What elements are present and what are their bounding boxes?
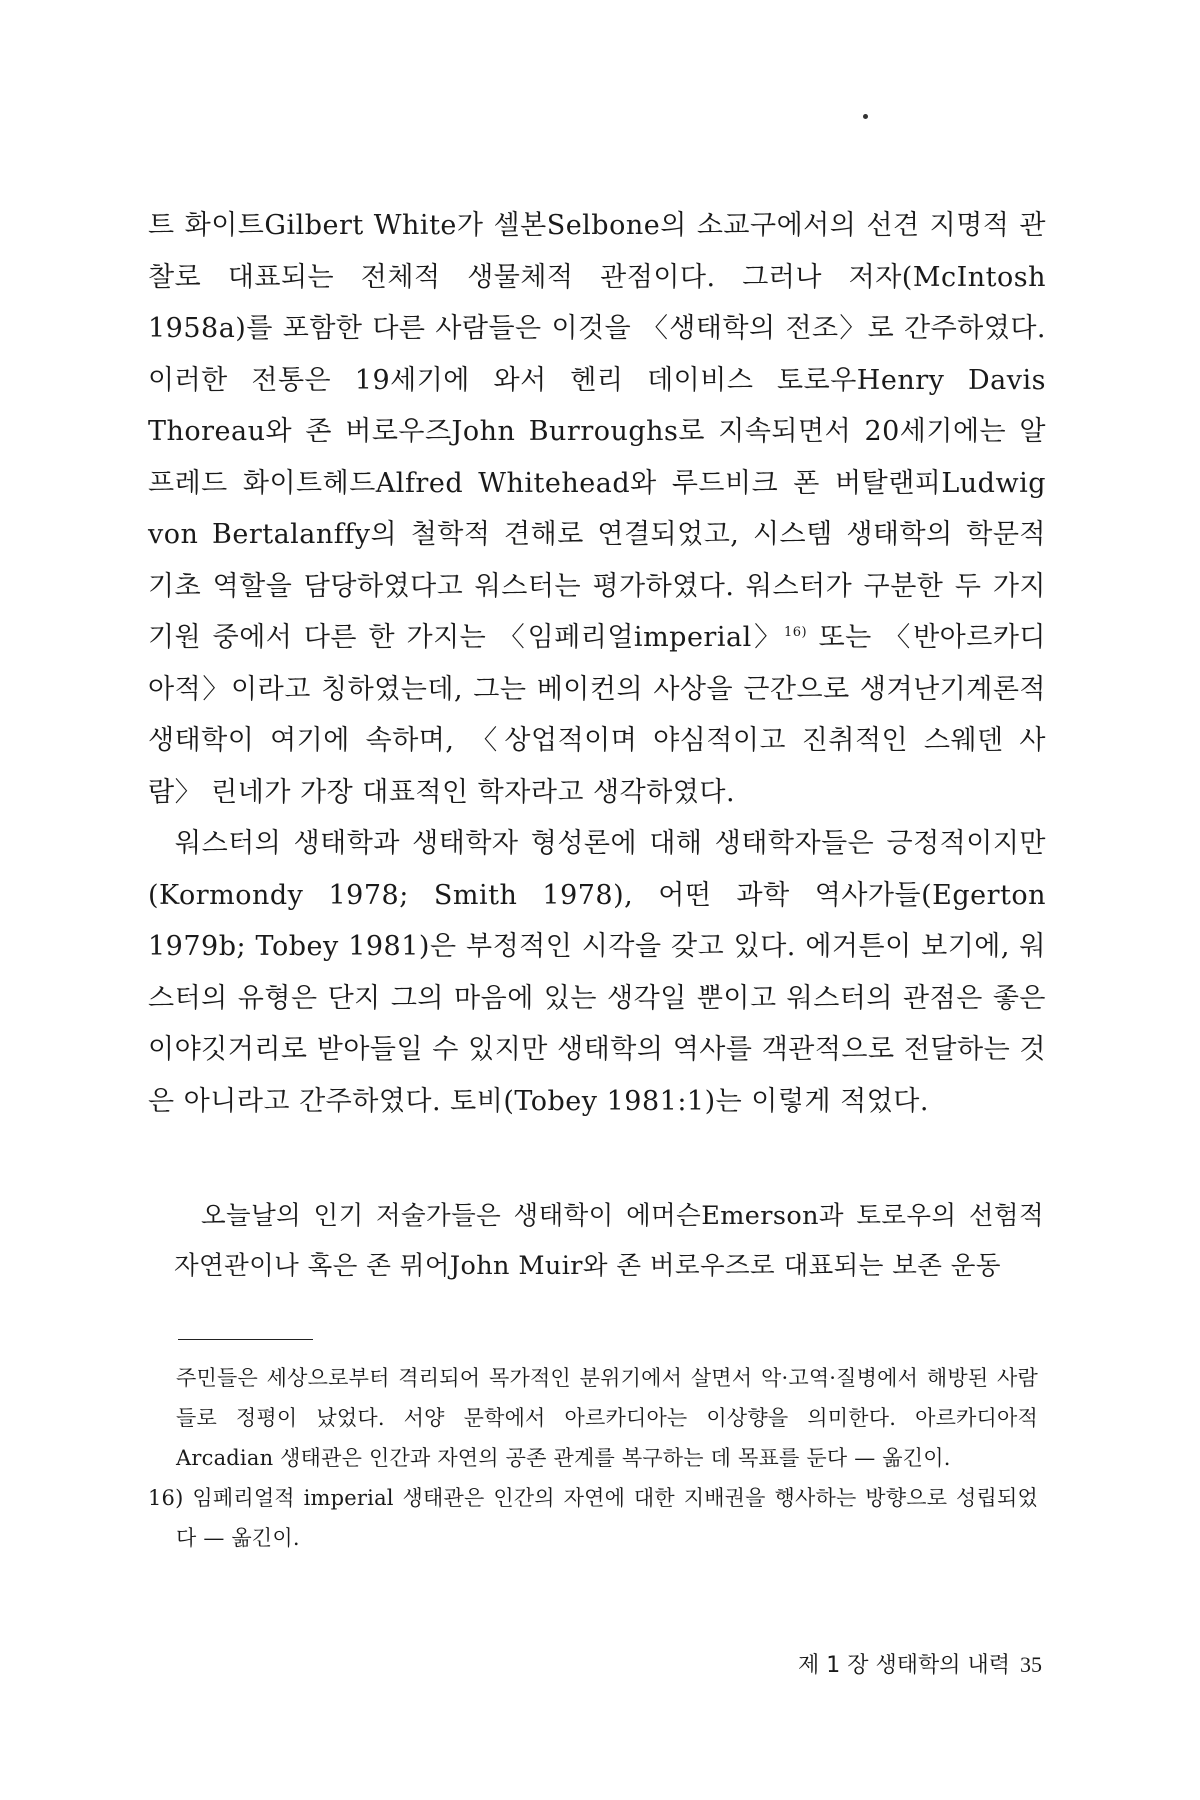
paragraph-1-continuation: 또는 〈반아르카디아적〉이라고 칭하였는데, 그는 베이컨의 사상을 근간으로 생겨난기계론적 생태학이 여기에 속하며, 〈상업적이며 야심적이고 진취적인 스웨덴 사람〉 린네가 가장 대표적인 학자라고 생각하였다. [148, 622, 1046, 808]
footnote-ref-16[interactable]: 16) [783, 625, 808, 640]
running-footer [798, 1648, 1042, 1679]
footnote-continued [148, 1358, 1038, 1478]
footnote-separator [178, 1339, 313, 1340]
paragraph-1-text: 트 화이트Gilbert White가 셀본Selbone의 소교구에서의 선견 지명적 관찰로 대표되는 전체적 생물체적 관점이다. 그러나 저자(McIntosh 1958a)를 포함한 다른 사람들은 이것을 〈생태학의 전조〉로 간주하였다. 이러한 전통은 19세기에 와서 헨리 데이비스 토로우Henry Davis Thoreau와 존 버로우즈John Burroughs로 지속되면서 20세기에는 알프레드 화이트헤드Alfred Whitehead와 루드비크 폰 버탈랜피Ludwig von Bertalanffy의 철학적 견해로 연결되었고, 시스템 생태학의 학문적 기초 역할을 담당하였다고 워스터는 평가하였다. 워스터가 구분한 두 가지 기원 중에서 다른 한 가지는 〈임페리얼imperial〉 [148, 210, 1046, 653]
footnote-16-text: 임페리얼적 imperial 생태관은 인간의 자연에 대한 지배권을 행사하는 방향으로 성립되었다 — 옮긴이. [176, 1486, 1038, 1550]
main-text [148, 200, 1046, 1127]
footnotes [148, 1358, 1038, 1558]
block-quote [174, 1191, 1044, 1291]
paragraph-2: 워스터의 생태학과 생태학자 형성론에 대해 생태학자들은 긍정적이지만(Kormondy 1978; Smith 1978), 어떤 과학 역사가들(Egerton 1979b; Tobey 1981)은 부정적인 시각을 갖고 있다. 에거튼이 보기에, 워스터의 유형은 단지 그의 마음에 있는 생각일 뿐이고 워스터의 관점은 좋은 이야깃거리로 받아들일 수 있지만 생태학의 역사를 객관적으로 전달하는 것은 아니라고 간주하였다. 토비(Tobey 1981:1)는 이렇게 적었다. [148, 828, 1046, 1117]
footnote-16-marker: 16) [148, 1486, 184, 1510]
footnote-continued-text: 주민들은 세상으로부터 격리되어 목가적인 분위기에서 살면서 악·고역·질병에서 해방된 사람들로 정평이 났었다. 서양 문학에서 아르카디아는 이상향을 의미한다. 아르카디아적 Arcadian 생태관은 인간과 자연의 공존 관계를 복구하는 데 목표를 둔다 — 옮긴이. [176, 1366, 1038, 1470]
paragraph-1 [148, 200, 1046, 818]
chapter-title: 제 1 장 생태학의 내력 [798, 1653, 1010, 1678]
stray-dot [863, 114, 868, 119]
block-quote-text: 오늘날의 인기 저술가들은 생태학이 에머슨Emerson과 토로우의 선험적 자연관이나 혹은 존 뮈어John Muir와 존 버로우즈로 대표되는 보존 운동 [174, 1201, 1044, 1281]
page-number: 35 [1020, 1652, 1042, 1677]
footnote-16 [148, 1478, 1038, 1558]
